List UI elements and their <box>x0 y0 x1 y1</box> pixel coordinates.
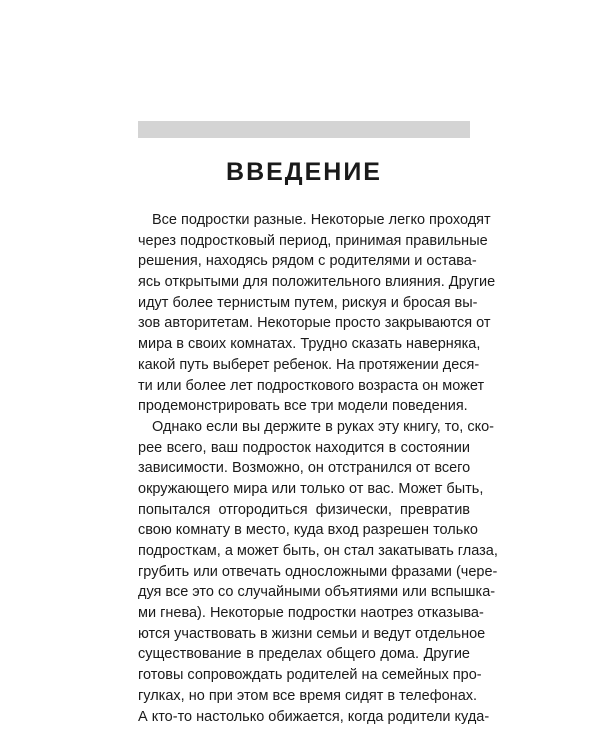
text-line: через подростковый период, принимая правильные <box>138 232 488 249</box>
chapter-header-bar <box>138 121 470 138</box>
text-line: подросткам, а может быть, он стал закатывать глаза, <box>138 543 498 559</box>
text-line: попытался отгородиться физически, превратив <box>138 501 470 518</box>
text-line: Однако если вы держите в руках эту книгу, то, ско- <box>152 418 495 435</box>
text-line: дуя все это со случайными объятиями или вспышка- <box>138 584 496 601</box>
text-line: мира в своих комнатах. Трудно сказать наверняка, <box>138 336 481 353</box>
text-line: Все подростки разные. Некоторые легко проходят <box>152 212 491 228</box>
text-line: грубить или отвечать односложными фразами (чере- <box>138 563 498 580</box>
text-line: зависимости. Возможно, он отстранился от всего <box>138 460 471 477</box>
text-line: свою комнату в место, куда вход разрешен только <box>138 522 478 539</box>
text-line: идут более тернистым путем, рискуя и бросая вы- <box>138 294 478 311</box>
text-line: ются участвовать в жизни семьи и ведут отдельное <box>138 625 486 642</box>
paragraph-1 <box>138 210 496 417</box>
text-line: А кто-то настолько обижается, когда родители куда- <box>138 708 490 725</box>
text-line: готовы сопровождать родителей на семейных про- <box>138 667 482 684</box>
text-line: окружающего мира или только от вас. Может быть, <box>138 480 484 497</box>
text-line: решения, находясь рядом с родителями и остава- <box>138 253 477 270</box>
text-line: какой путь выберет ребенок. На протяжении деся- <box>138 356 480 373</box>
text-line: гулках, но при этом все время сидят в телефонах. <box>138 687 478 704</box>
paragraph-2 <box>138 417 498 727</box>
text-line: ми гнева). Некоторые подростки наотрез отказыва- <box>138 605 484 622</box>
text-line: рее всего, ваш подросток находится в состоянии <box>138 439 470 456</box>
chapter-title: ВВЕДЕНИЕ <box>226 158 382 186</box>
body-text <box>138 210 498 727</box>
text-line: ясь открытыми для положительного влияния. Другие <box>138 274 496 291</box>
text-line: существование в пределах общего дома. Другие <box>138 646 470 663</box>
text-line: ти или более лет подросткового возраста он может <box>138 377 485 394</box>
text-line: продемонстрировать все три модели поведения. <box>138 398 468 415</box>
text-line: зов авторитетам. Некоторые просто закрываются от <box>138 315 491 332</box>
